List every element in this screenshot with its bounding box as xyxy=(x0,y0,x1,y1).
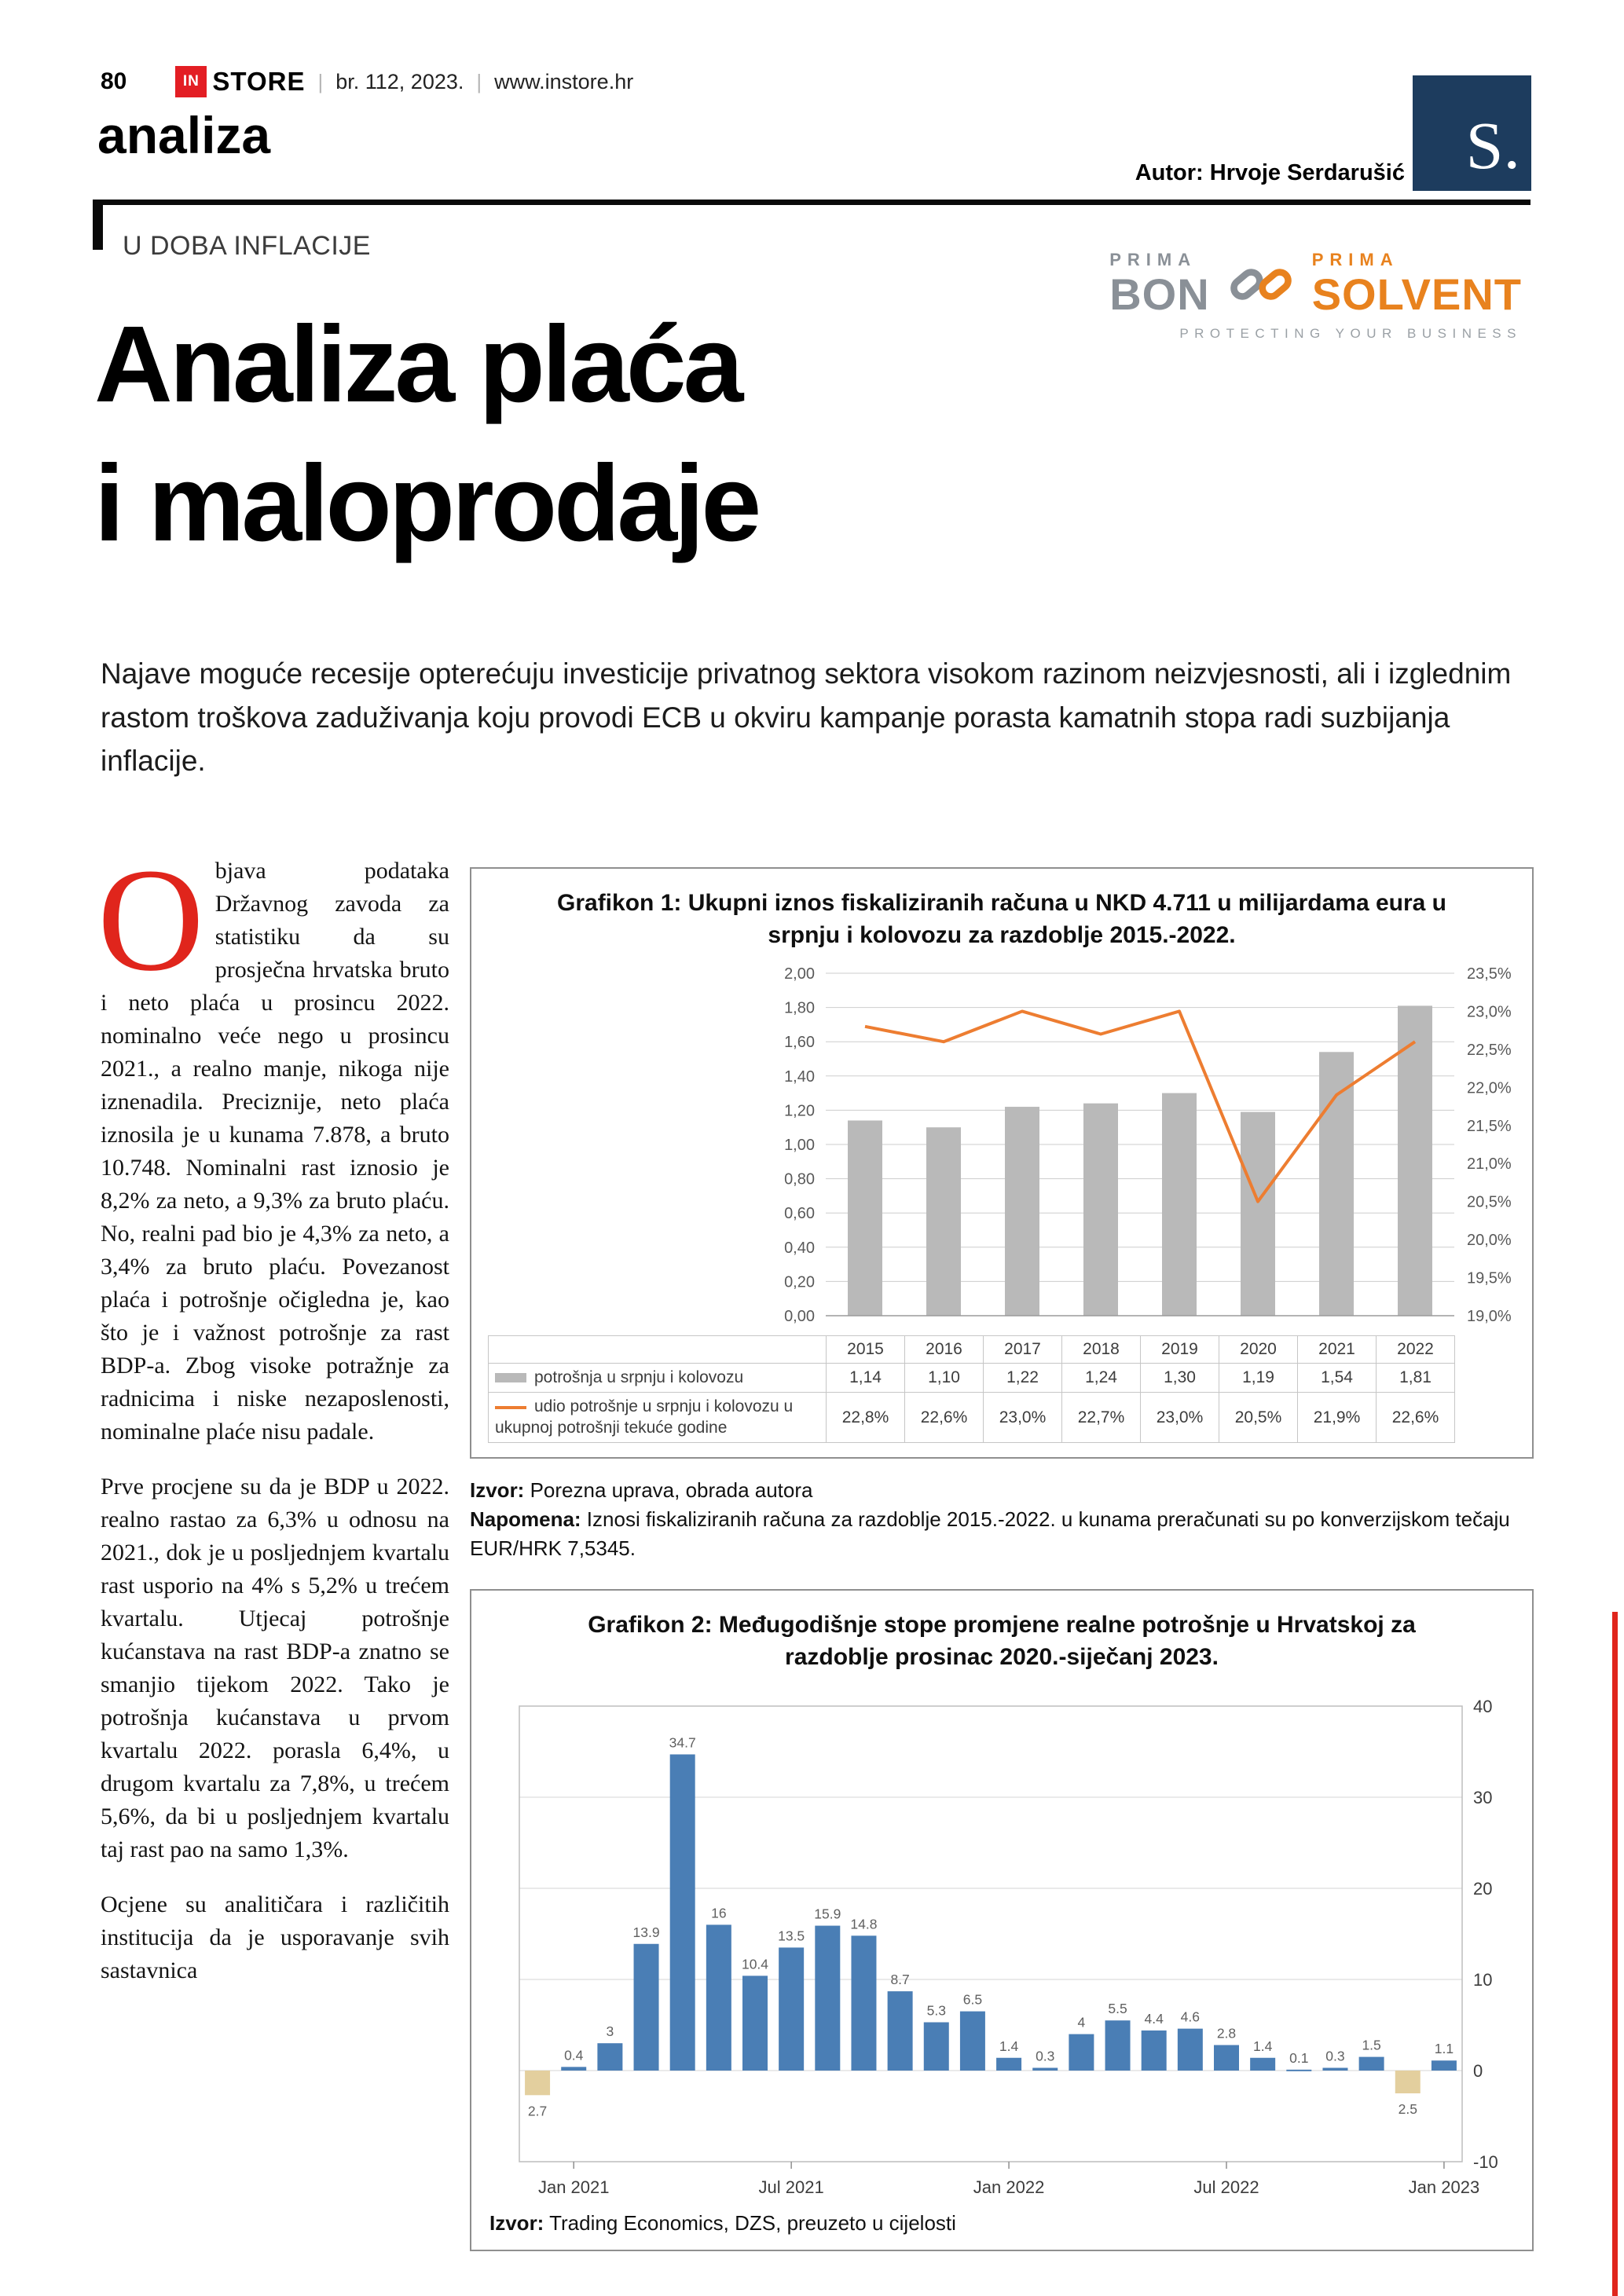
primabon-wordmark xyxy=(1109,251,1209,317)
website-url: www.instore.hr xyxy=(494,69,634,93)
headline-line-2: i maloprodaje xyxy=(94,442,759,564)
svg-text:10: 10 xyxy=(1473,1970,1493,1990)
grafikon1-table-cell: 23,0% xyxy=(1141,1393,1219,1443)
article-body-column xyxy=(97,837,449,1987)
partner-logo-row xyxy=(1109,251,1522,317)
napomena-label: Napomena: xyxy=(470,1507,581,1531)
grafikon1-series-row xyxy=(489,1364,1516,1393)
svg-text:23,5%: 23,5% xyxy=(1467,965,1512,983)
chain-link-icon xyxy=(1227,259,1295,309)
svg-text:1,40: 1,40 xyxy=(784,1067,815,1086)
body-paragraph-1-text: bjava podataka Državnog zavoda za statistiku da su prosječna hrvatska bruto i neto plaća u prosincu 2022. nominalno veće nego u prosincu 2021., a realno manje, nikoga nije iznenadila. Preciznije, neto plaća iznosila je u kunama 7.878, a bruto 10.748. Nominalni rast iznosio je 8,2% za neto, a 9,3% za bruto plaću. No, realni pad bio je 4,3% za neto, a 3,4% za bruto plaću. Povezanost plaća i potrošnje očigledna je, kao što je i važnost potrošnje za rast BDP-a. Zbog visoke potražnje za radnicima i niske nezaposlenosti, nominalne plaće nisu padale. xyxy=(101,858,449,1445)
svg-text:8.7: 8.7 xyxy=(890,1972,910,1988)
svg-text:40: 40 xyxy=(1473,1697,1493,1717)
svg-text:2.5: 2.5 xyxy=(1398,2101,1417,2118)
grafikon1-table-cell: 21,9% xyxy=(1298,1393,1377,1443)
izvor2-text: Trading Economics, DZS, preuzeto u cijelosti xyxy=(544,2211,956,2236)
svg-text:0,20: 0,20 xyxy=(784,1273,815,1291)
svg-text:0,40: 0,40 xyxy=(784,1239,815,1257)
svg-text:20,0%: 20,0% xyxy=(1467,1232,1512,1250)
headline-line-1: Analiza plaća xyxy=(94,304,741,425)
grafikon1-plot xyxy=(488,961,1516,1330)
grafikon1-table-cell: 2022 xyxy=(1377,1336,1455,1364)
partner-tagline: PROTECTING YOUR BUSINESS xyxy=(1179,326,1522,341)
instore-logo-mark: IN xyxy=(175,66,207,97)
svg-text:20,5%: 20,5% xyxy=(1467,1193,1512,1211)
grafikon1-table-cell: 1,81 xyxy=(1377,1364,1455,1393)
body-paragraph-1 xyxy=(97,837,449,1448)
grafikon1-data-table xyxy=(488,1335,1516,1443)
svg-text:0,00: 0,00 xyxy=(784,1308,815,1325)
svg-text:Jan 2023: Jan 2023 xyxy=(1408,2177,1480,2198)
grafikon1-table-cell: 22,7% xyxy=(1062,1393,1141,1443)
grafikon1-table-cell xyxy=(489,1336,827,1364)
grafikon1-table-cell: 2016 xyxy=(905,1336,984,1364)
separator: | xyxy=(317,69,324,93)
primasolvent-wordmark xyxy=(1312,251,1522,317)
izvor1-label: Izvor: xyxy=(470,1478,525,1502)
svg-text:6.5: 6.5 xyxy=(962,1992,983,2009)
grafikon1-table-cell: 1,54 xyxy=(1298,1364,1377,1393)
partner-logo xyxy=(1109,251,1522,342)
izvor2-label: Izvor: xyxy=(489,2211,544,2236)
svg-text:2,00: 2,00 xyxy=(784,965,815,983)
svg-text:19,0%: 19,0% xyxy=(1467,1308,1512,1325)
svg-text:5.5: 5.5 xyxy=(1108,2001,1127,2017)
grafikon1-table-cell: 2015 xyxy=(827,1336,905,1364)
article-headline xyxy=(94,295,758,573)
svg-text:14.8: 14.8 xyxy=(850,1916,878,1932)
grafikon1-table-cell xyxy=(1455,1336,1516,1364)
publisher-logo xyxy=(1413,75,1531,191)
svg-text:21,5%: 21,5% xyxy=(1467,1117,1512,1135)
svg-text:0: 0 xyxy=(1473,2061,1483,2082)
grafikon1-table-cell: 23,0% xyxy=(984,1393,1062,1443)
svg-text:3: 3 xyxy=(606,2023,614,2040)
svg-text:0,80: 0,80 xyxy=(784,1170,815,1188)
svg-text:0.3: 0.3 xyxy=(1036,2048,1055,2064)
svg-text:4: 4 xyxy=(1077,2015,1086,2031)
svg-text:Jan 2022: Jan 2022 xyxy=(973,2177,1045,2198)
svg-text:1,00: 1,00 xyxy=(784,1137,815,1154)
svg-text:22,5%: 22,5% xyxy=(1467,1041,1512,1059)
svg-text:Jan 2021: Jan 2021 xyxy=(537,2177,610,2198)
svg-text:22,0%: 22,0% xyxy=(1467,1079,1512,1097)
napomena-text: Iznosi fiskaliziranih računa za razdoblje 2015.-2022. u kunama preračunati su po konverzijskom tečaju EUR/HRK 7,5345. xyxy=(470,1507,1510,1560)
grafikon1-table-cell xyxy=(489,1364,827,1393)
grafikon1-table-cell: 1,19 xyxy=(1219,1364,1298,1393)
svg-text:Jul 2022: Jul 2022 xyxy=(1193,2177,1259,2198)
publisher-logo-letter: S. xyxy=(1465,108,1520,183)
grafikon1-table-cell: 20,5% xyxy=(1219,1393,1298,1443)
rule-tab xyxy=(93,200,103,250)
grafikon1-table-cell: 1,14 xyxy=(827,1364,905,1393)
svg-text:2.7: 2.7 xyxy=(527,2103,548,2119)
grafikon2-title: Grafikon 2: Međugodišnje stope promjene realne potrošnje u Hrvatskoj za razdoblje prosinac 2020.-siječanj 2023. xyxy=(588,1612,1416,1670)
svg-text:2.8: 2.8 xyxy=(1216,2025,1237,2041)
grafikon1-table-cell: 1,10 xyxy=(905,1364,984,1393)
svg-text:0.4: 0.4 xyxy=(564,2047,584,2063)
issue-number: br. 112, 2023. xyxy=(335,69,464,93)
grafikon1-table-cell: 22,8% xyxy=(827,1393,905,1443)
svg-text:23,0%: 23,0% xyxy=(1467,1003,1512,1021)
grafikon1-table-cell: 22,6% xyxy=(1377,1393,1455,1443)
svg-text:21,0%: 21,0% xyxy=(1467,1155,1512,1174)
grafikon1-table-cell: 2019 xyxy=(1141,1336,1219,1364)
svg-text:4.6: 4.6 xyxy=(1180,2009,1201,2026)
grafikon1-box xyxy=(470,867,1534,1459)
svg-text:4.4: 4.4 xyxy=(1144,2011,1164,2027)
page-number: 80 xyxy=(101,68,127,94)
svg-text:Jul 2021: Jul 2021 xyxy=(758,2177,824,2198)
kicker: U DOBA INFLACIJE xyxy=(123,231,371,261)
svg-text:5.3: 5.3 xyxy=(926,2002,946,2019)
grafikon1-table-cell xyxy=(1455,1393,1516,1443)
legend-label: udio potrošnje u srpnju i kolovozu u ukupnoj potrošnji tekuće godine xyxy=(495,1397,794,1437)
svg-text:1,60: 1,60 xyxy=(784,1034,815,1052)
svg-text:19,5%: 19,5% xyxy=(1467,1269,1512,1287)
separator: | xyxy=(476,69,482,93)
grafikon1-table-cell xyxy=(489,1393,827,1443)
masthead xyxy=(101,66,633,97)
primasolvent-small-text: PRIMA xyxy=(1311,250,1399,269)
page-edge-accent xyxy=(1612,1612,1618,2296)
svg-text:1.1: 1.1 xyxy=(1434,2041,1454,2057)
instore-logo-text: STORE xyxy=(212,67,306,96)
svg-text:1,20: 1,20 xyxy=(784,1102,815,1120)
grafikon1-table-cell: 2017 xyxy=(984,1336,1062,1364)
grafikon1-note xyxy=(470,1505,1534,1563)
section-title: analiza xyxy=(97,106,271,164)
svg-text:1.5: 1.5 xyxy=(1362,2038,1381,2054)
svg-text:1,80: 1,80 xyxy=(784,999,815,1017)
primabon-small-text: PRIMA xyxy=(1109,250,1197,269)
svg-text:30: 30 xyxy=(1473,1788,1493,1808)
primasolvent-big-text: SOLVENT xyxy=(1311,269,1522,319)
svg-text:13.9: 13.9 xyxy=(632,1924,660,1941)
svg-text:-10: -10 xyxy=(1473,2152,1498,2173)
grafikon1-year-row xyxy=(489,1336,1516,1364)
grafikon2-box xyxy=(470,1589,1534,2251)
svg-text:10.4: 10.4 xyxy=(741,1956,769,1972)
grafikon1-title: Grafikon 1: Ukupni iznos fiskaliziranih računa u NKD 4.711 u milijardama eura u srpnju i kolovozu za razdoblje 2015.-2022. xyxy=(557,890,1446,948)
body-paragraph-3: Ocjene su analitičara i različitih institucija da je usporavanje svih sastavnica xyxy=(101,1891,449,1983)
grafikon1-table-cell: 2021 xyxy=(1298,1336,1377,1364)
svg-text:0.1: 0.1 xyxy=(1289,2050,1309,2067)
body-paragraph-2: Prve procjene su da je BDP u 2022. realno rastao za 6,3% u odnosu na 2021., dok je u posljednjem kvartalu rast usporio na 4% s 5,2% u trećem kvartalu. Utjecaj potrošnje kućanstava na rast BDP-a znatno se smanjio tijekom 2022. Tako je potrošnja kućanstava u prvom kvartalu 2022. porasla 6,4%, u drugom kvartalu za 7,8%, u trećem 5,6%, da bi u posljednjem kvartalu taj rast pao na samo 1,3%. xyxy=(101,1474,449,1862)
instore-logo xyxy=(175,66,305,97)
svg-text:0.3: 0.3 xyxy=(1325,2048,1345,2064)
svg-text:13.5: 13.5 xyxy=(778,1928,805,1944)
grafikon1-source-block xyxy=(470,1476,1534,1563)
svg-text:20: 20 xyxy=(1473,1879,1493,1899)
legend-line-swatch xyxy=(495,1406,526,1409)
grafikon1-table-cell: 1,30 xyxy=(1141,1364,1219,1393)
svg-text:15.9: 15.9 xyxy=(814,1906,841,1923)
svg-text:34.7: 34.7 xyxy=(669,1734,696,1751)
dropcap: O xyxy=(97,837,204,1002)
grafikon1-series-row xyxy=(489,1393,1516,1443)
divider-rule xyxy=(93,200,1531,205)
lead-paragraph: Najave moguće recesije opterećuju investicije privatnog sektora visokom razinom neizvjesnosti, ali i izglednim rastom troškova zaduživanja koju provodi ECB u okviru kampanje porasta kamatnih stopa radi suzbijanja inflacije. xyxy=(101,657,1512,777)
svg-text:0,60: 0,60 xyxy=(784,1205,815,1223)
legend-bar-swatch xyxy=(495,1373,526,1382)
izvor1-text: Porezna uprava, obrada autora xyxy=(524,1478,813,1502)
svg-text:1.4: 1.4 xyxy=(1252,2038,1273,2055)
primabon-big-text: BON xyxy=(1109,269,1210,319)
grafikon1-table-cell xyxy=(1455,1364,1516,1393)
grafikon1-table-cell: 22,6% xyxy=(905,1393,984,1443)
grafikon1-table-cell: 2020 xyxy=(1219,1336,1298,1364)
author-line: Autor: Hrvoje Serdarušić xyxy=(1135,160,1405,185)
grafikon1-table-cell: 1,24 xyxy=(1062,1364,1141,1393)
grafikon1-source xyxy=(470,1476,1534,1505)
svg-text:16: 16 xyxy=(711,1905,727,1921)
grafikon1-table-cell: 1,22 xyxy=(984,1364,1062,1393)
grafikon2-source xyxy=(489,2211,1516,2236)
grafikon1-table-cell: 2018 xyxy=(1062,1336,1141,1364)
legend-label: potrošnja u srpnju i kolovozu xyxy=(534,1368,744,1386)
grafikon2-plot xyxy=(488,1683,1516,2203)
svg-text:1.4: 1.4 xyxy=(999,2038,1019,2055)
charts-column xyxy=(470,867,1534,2251)
